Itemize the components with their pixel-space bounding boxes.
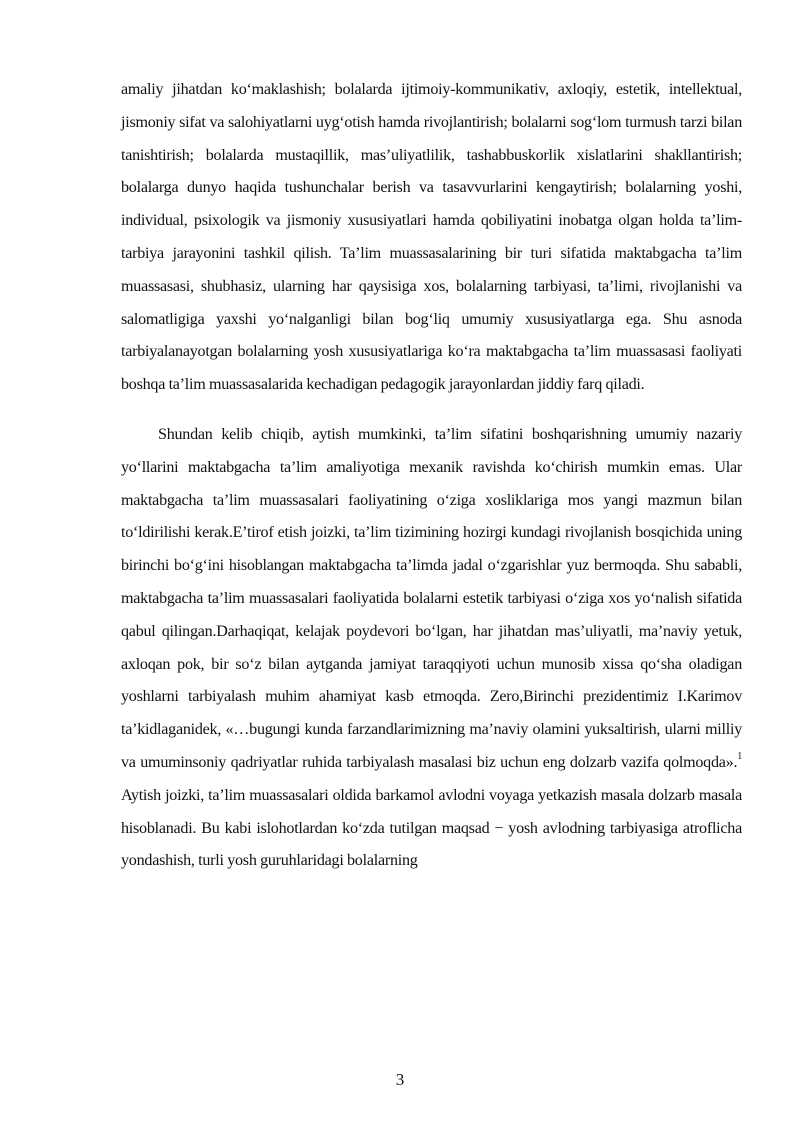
paragraph-2-text-after-footnote: Aytish joizki, ta’lim muassasalari oldida barkamol avlodni voyaga yetkazish masala dolzarb masala hisoblanadi. Bu kabi islohotlardan ko‘zda tutilgan maqsad − yosh avlodning tarbiyasiga atroflicha yondashish, turli yosh guruhlaridagi bolalarning [121,786,742,870]
footnote-reference-1[interactable]: 1 [737,750,742,762]
page-number: 3 [395,1070,405,1089]
paragraph-2-text-before-footnote: Shundan kelib chiqib, aytish mumkinki, ta’lim sifatini boshqarishning umumiy nazariy yo‘llarini maktabgacha ta’lim amaliyotiga mexanik ravishda ko‘chirish mumkin emas. Ular maktabgacha ta’lim muassasalari faoliyatining o‘ziga xosliklariga mos yangi mazmun bilan to‘ldirilishi kerak.E’tirof etish joizki, ta’lim tizimining hozirgi kundagi rivojlanish bosqichida uning birinchi bo‘g‘ini hisoblangan maktabgacha ta’limda jadal o‘zgarishlar yuz bermoqda. Shu sababli, maktabgacha ta’lim muassasalari faoliyatida bolalarni estetik tarbiyasi o‘ziga xos yo‘nalish sifatida qabul qilingan.Darhaqiqat, kelajak poydevori bo‘lgan, har jihatdan mas’uliyatli, ma’naviy yetuk, axloqan pok, bir so‘z bilan aytganda jamiyat taraqqiyoti uchun munosib xissa qo‘sha oladigan yoshlarni tarbiyalash muhim ahamiyat kasb etmoqda. Zero,Birinchi prezidentimiz I.Karimov ta’kidlaganidek, «…bugungi kunda farzandlarimizning ma’naviy olamini yuksaltirish, ularni milliy va umuminsoniy qadriyatlar ruhida tarbiyalash masalasi biz uchun eng dolzarb vazifa qolmoqda». [121,425,742,771]
document-page-body [121,74,742,878]
paragraph-2 [121,419,742,878]
paragraph-1: amaliy jihatdan ko‘maklashish; bolalarda ijtimoiy-kommunikativ, axloqiy, estetik, intellektual, jismoniy sifat va salohiyatlarni uyg‘otish hamda rivojlantirish; bolalarni sog‘lom turmush tarzi bilan tanishtirish; bolalarda mustaqillik, mas’uliyatlilik, tashabbuskorlik xislatlarini shakllantirish; bolalarga dunyo haqida tushunchalar berish va tasavvurlarini kengaytirish; bolalarning yoshi, individual, psixologik va jismoniy xususiyatlari hamda qobiliyatini inobatga olgan holda ta’lim-tarbiya jarayonini tashkil qilish. Ta’lim muassasalarining bir turi sifatida maktabgacha ta’lim muassasasi, shubhasiz, ularning har qaysisiga xos, bolalarning tarbiyasi, ta’limi, rivojlanishi va salomatligiga yaxshi yo‘nalganligi bilan bog‘liq umumiy xususiyatlarga ega. Shu asnoda tarbiyalanayotgan bolalarning yosh xususiyatlariga ko‘ra maktabgacha ta’lim muassasasi faoliyati boshqa ta’lim muassasalarida kechadigan pedagogik jarayonlardan jiddiy farq qiladi. [121,81,742,394]
